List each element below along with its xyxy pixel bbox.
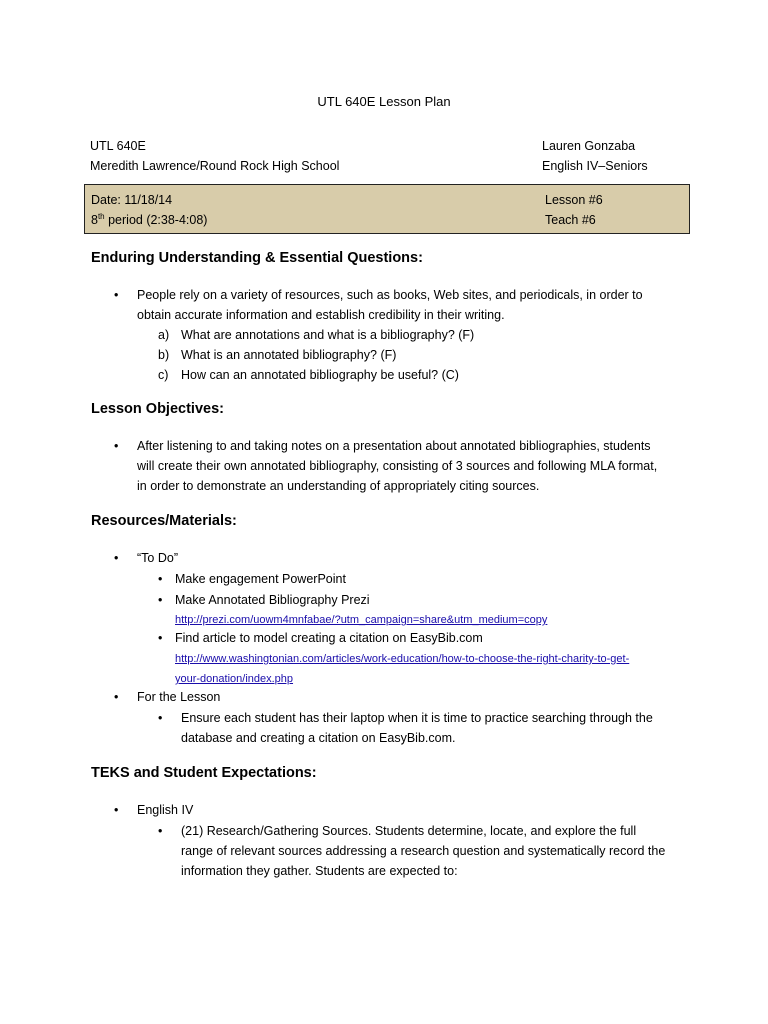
teks-bullet: English IV xyxy=(137,803,194,817)
bullet-icon: • xyxy=(158,593,163,607)
bullet-icon: • xyxy=(114,690,119,704)
enduring-bullet: People rely on a variety of resources, such as books, Web sites, and periodicals, in order to obtain accurate information and establish credibility in their writing. xyxy=(137,288,643,322)
bullet-icon: • xyxy=(114,288,119,302)
teks-text: (21) Research/Gathering Sources. Students determine, locate, and explore the full range of relevant sources addressing a research question and systematically record the information they gather. Students are expected to: xyxy=(181,824,666,878)
heading-enduring: Enduring Understanding & Essential Questions: xyxy=(91,250,423,266)
lesson-item: Ensure each student has their laptop when it is time to practice searching through the database and creating a citation on EasyBib.com. xyxy=(181,711,653,745)
bullet-icon: • xyxy=(114,439,119,453)
author-name: Lauren Gonzaba xyxy=(542,139,636,153)
list-item: a) What are annotations and what is a bibliography? (F) xyxy=(158,328,475,342)
bullet-icon: • xyxy=(158,824,163,838)
todo-item: Make Annotated Bibliography Prezi xyxy=(175,593,370,607)
lesson-number: Lesson #6 xyxy=(545,193,603,207)
lesson-label: For the Lesson xyxy=(137,690,221,704)
mentor-school: Meredith Lawrence/Round Rock High School xyxy=(90,159,340,173)
article-link-cont[interactable]: your-donation/index.php xyxy=(175,673,294,685)
bullet-icon: • xyxy=(158,631,163,645)
page-title: UTL 640E Lesson Plan xyxy=(317,94,451,109)
heading-teks: TEKS and Student Expectations: xyxy=(91,765,317,781)
bullet-icon: • xyxy=(114,803,119,817)
todo-label: “To Do” xyxy=(137,551,178,565)
lesson-period: 8th period (2:38-4:08) xyxy=(91,211,208,227)
lesson-info-box xyxy=(84,184,690,234)
prezi-link[interactable]: http://prezi.com/uowm4mnfabae/?utm_campaign=share&utm_medium=copy xyxy=(175,614,548,626)
bullet-icon: • xyxy=(114,551,119,565)
bullet-icon: • xyxy=(158,572,163,586)
objectives-text: After listening to and taking notes on a presentation about annotated bibliographies, students will create their own annotated bibliography, consisting of 3 sources and following MLA format, in order to demonstrate an understanding of appropriately citing sources. xyxy=(137,439,658,493)
heading-resources: Resources/Materials: xyxy=(91,513,237,529)
list-item: c) How can an annotated bibliography be useful? (C) xyxy=(158,368,459,382)
lesson-date: Date: 11/18/14 xyxy=(91,193,173,207)
list-item: b) What is an annotated bibliography? (F) xyxy=(158,348,397,362)
bullet-icon: • xyxy=(158,711,163,725)
class-name: English IV–Seniors xyxy=(542,159,648,173)
heading-objectives: Lesson Objectives: xyxy=(91,401,224,417)
header-right xyxy=(542,136,648,176)
header-left xyxy=(90,136,339,176)
todo-item: Find article to model creating a citation on EasyBib.com xyxy=(175,631,483,645)
question-list xyxy=(158,325,474,385)
teach-number: Teach #6 xyxy=(545,213,596,227)
course-code: UTL 640E xyxy=(90,139,146,153)
article-link[interactable]: http://www.washingtonian.com/articles/work-education/how-to-choose-the-right-charity-to-get- xyxy=(175,653,630,665)
todo-item: Make engagement PowerPoint xyxy=(175,572,346,586)
